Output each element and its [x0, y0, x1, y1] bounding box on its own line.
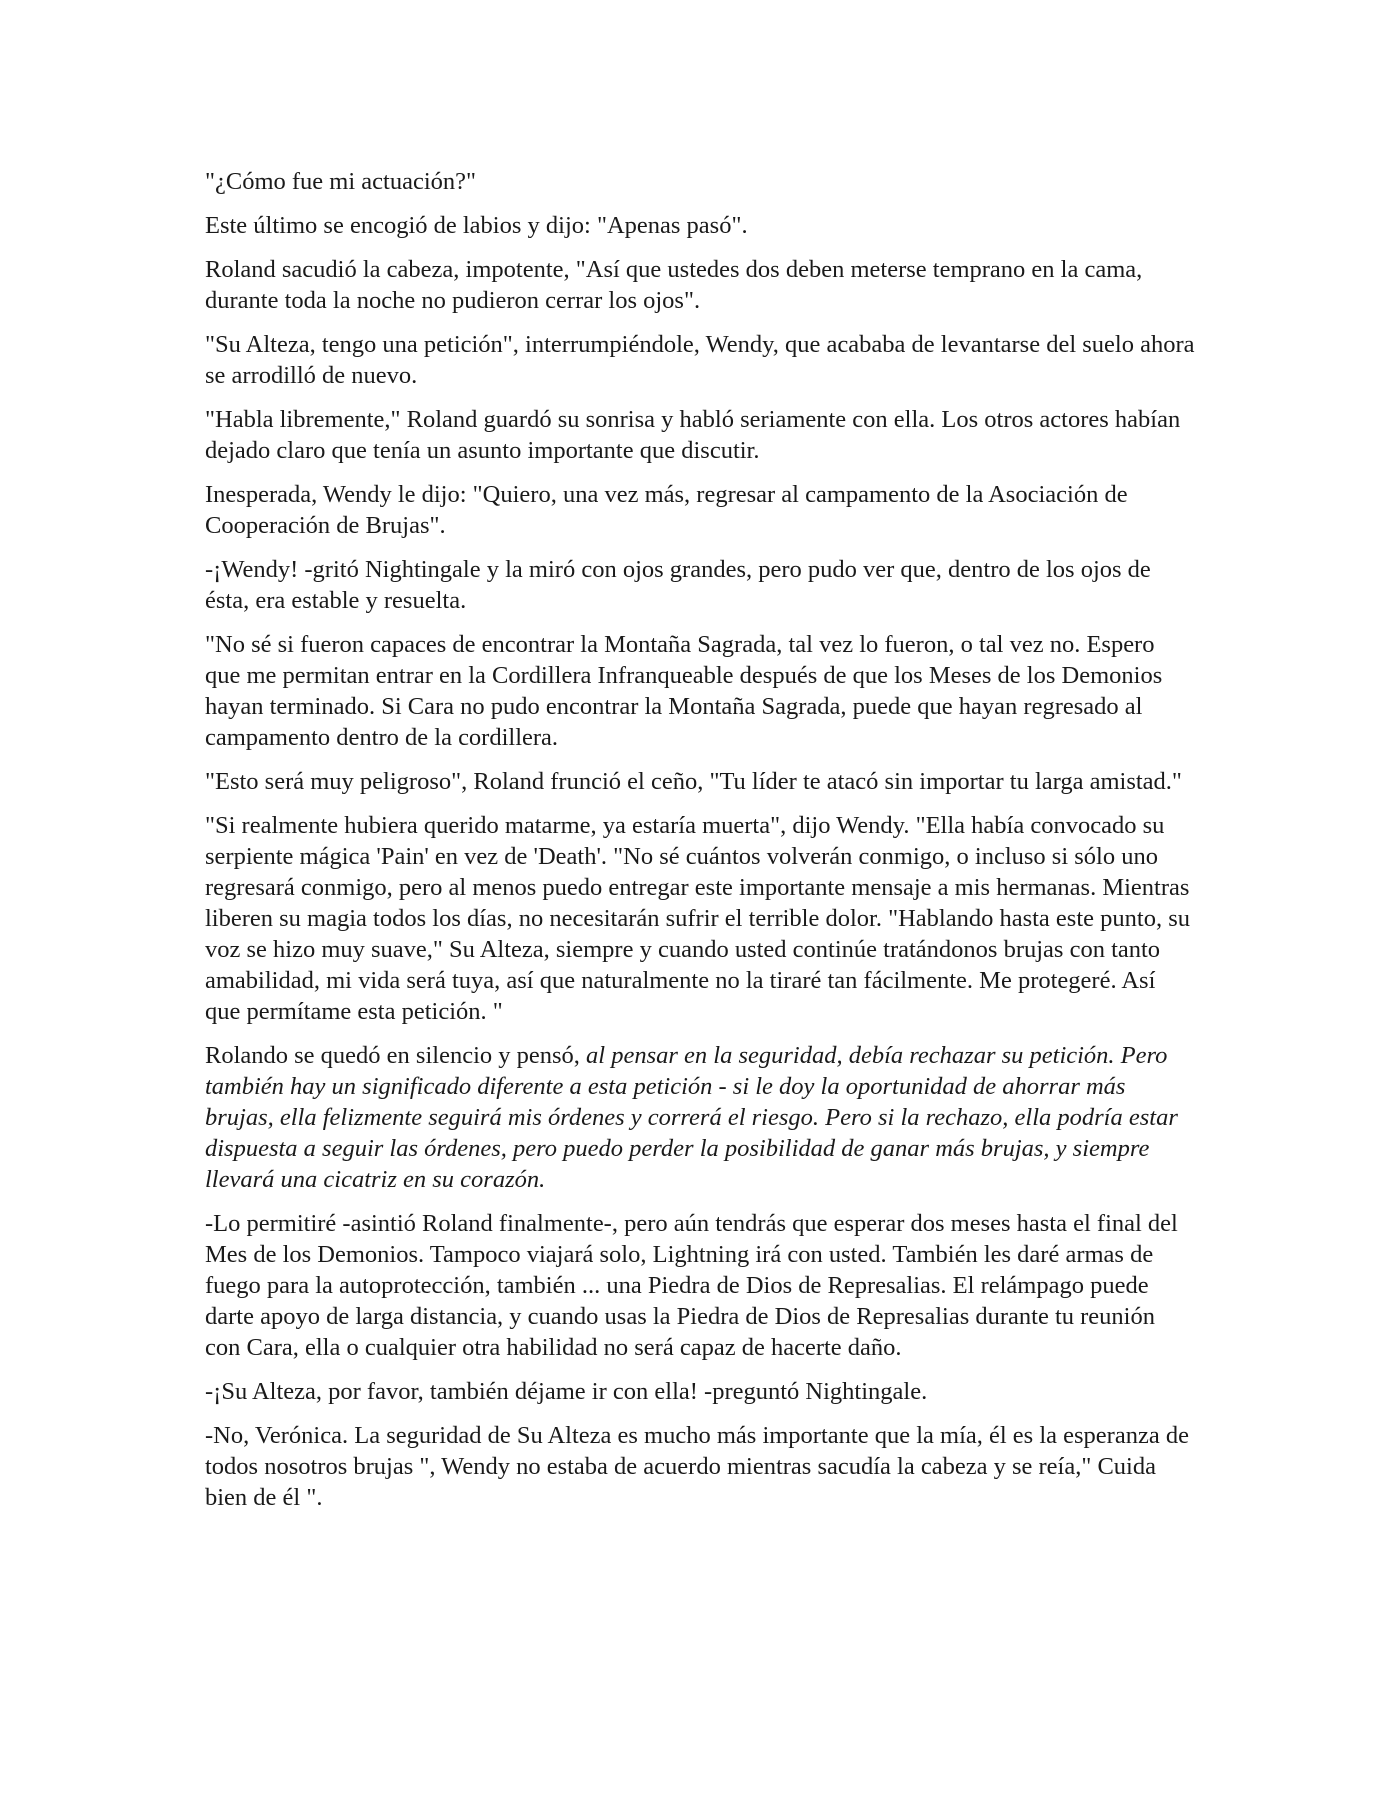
- paragraph-3: Roland sacudió la cabeza, impotente, "Así que ustedes dos deben meterse temprano en la cama, durante toda la noche no pudieron cerrar los ojos".: [205, 256, 1143, 314]
- paragraph-7: -¡Wendy! -gritó Nightingale y la miró con ojos grandes, pero pudo ver que, dentro de los ojos de ésta, era estable y resuelta.: [205, 556, 1151, 614]
- paragraph-9: "Esto será muy peligroso", Roland frunció el ceño, "Tu líder te atacó sin importar tu larga amistad.": [205, 768, 1182, 795]
- paragraph-2: Este último se encogió de labios y dijo: "Apenas pasó".: [205, 212, 748, 239]
- paragraph-10: "Si realmente hubiera querido matarme, ya estaría muerta", dijo Wendy. "Ella había convocado su serpiente mágica 'Pain' en vez de 'Death'. "No sé cuántos volverán conmigo, o incluso si sólo uno regresará conmigo, pero al menos puedo entregar este importante mensaje a mis hermanas. Mientras liberen su magia todos los días, no necesitarán sufrir el terrible dolor. "Hablando hasta este punto, su voz se hizo muy suave," Su Alteza, siempre y cuando usted continúe tratándonos brujas con tanto amabilidad, mi vida será tuya, así que naturalmente no la tiraré tan fácilmente. Me protegeré. Así que permítame esta petición. ": [205, 812, 1190, 1025]
- paragraph-8: "No sé si fueron capaces de encontrar la Montaña Sagrada, tal vez lo fueron, o tal vez no. Espero que me permitan entrar en la Cordillera Infranqueable después de que los Meses de los Demonios hayan terminado. Si Cara no pudo encontrar la Montaña Sagrada, puede que hayan regresado al campamento dentro de la cordillera.: [205, 631, 1163, 751]
- paragraph-11-italic-thought: al pensar en la seguridad, debía rechazar su petición. Pero también hay un significado diferente a esta petición - si le doy la oportunidad de ahorrar más brujas, ella felizmente seguirá mis órdenes y correrá el riesgo. Pero si la rechazo, ella podría estar dispuesta a seguir las órdenes, pero puedo perder la posibilidad de ganar más brujas, y siempre llevará una cicatriz en su corazón.: [205, 1042, 1178, 1193]
- paragraph-14: -No, Verónica. La seguridad de Su Alteza es mucho más importante que la mía, él es la esperanza de todos nosotros brujas ", Wendy no estaba de acuerdo mientras sacudía la cabeza y se reía," Cuida bien de él ".: [205, 1422, 1189, 1511]
- document-page: [205, 166, 1195, 1526]
- paragraph-11: [205, 1040, 1195, 1195]
- paragraph-11-lead: Rolando se quedó en silencio y pensó,: [205, 1042, 587, 1069]
- paragraph-12: -Lo permitiré -asintió Roland finalmente-, pero aún tendrás que esperar dos meses hasta el final del Mes de los Demonios. Tampoco viajará solo, Lightning irá con usted. También les daré armas de fuego para la autoprotección, también ... una Piedra de Dios de Represalias. El relámpago puede darte apoyo de larga distancia, y cuando usas la Piedra de Dios de Represalias durante tu reunión con Cara, ella o cualquier otra habilidad no será capaz de hacerte daño.: [205, 1210, 1178, 1361]
- paragraph-13: -¡Su Alteza, por favor, también déjame ir con ella! -preguntó Nightingale.: [205, 1378, 928, 1405]
- paragraph-4: "Su Alteza, tengo una petición", interrumpiéndole, Wendy, que acababa de levantarse del suelo ahora se arrodilló de nuevo.: [205, 331, 1195, 389]
- paragraph-5: "Habla libremente," Roland guardó su sonrisa y habló seriamente con ella. Los otros actores habían dejado claro que tenía un asunto importante que discutir.: [205, 406, 1181, 464]
- paragraph-1: "¿Cómo fue mi actuación?": [205, 168, 477, 195]
- paragraph-6: Inesperada, Wendy le dijo: "Quiero, una vez más, regresar al campamento de la Asociación de Cooperación de Brujas".: [205, 481, 1128, 539]
